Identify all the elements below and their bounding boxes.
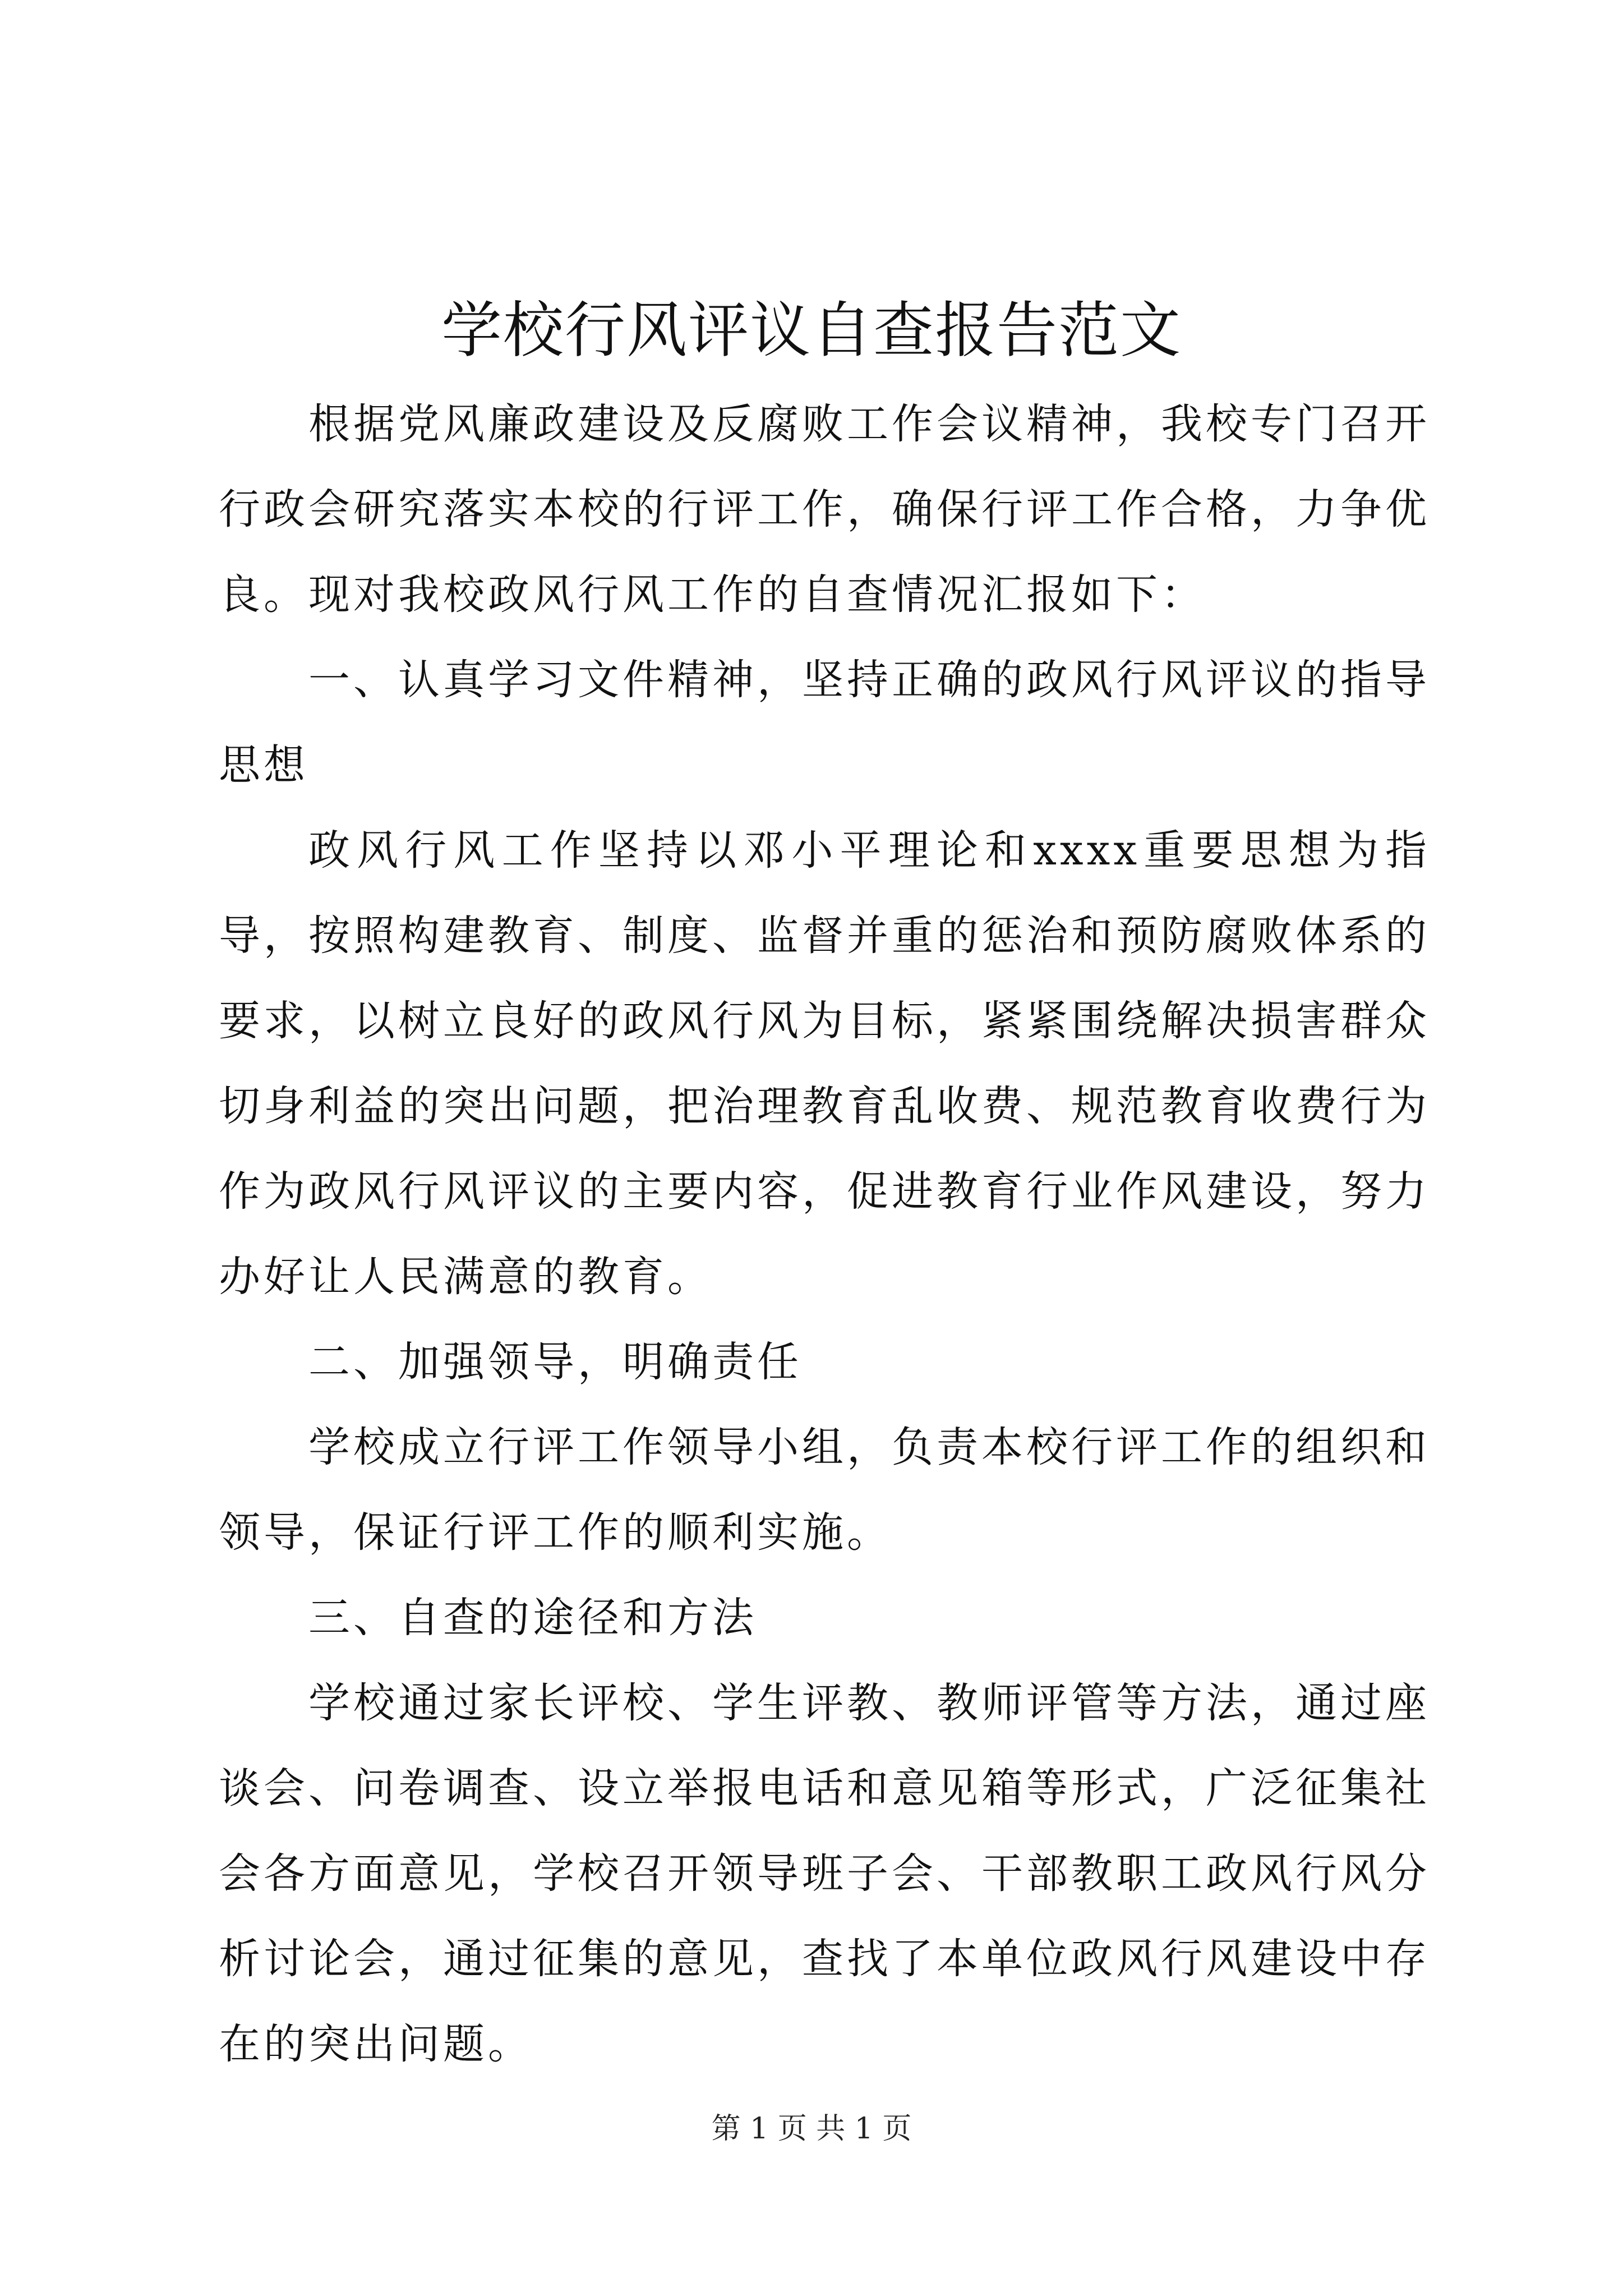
section-heading-1: 一、认真学习文件精神，坚持正确的政风行风评议的指导思想 [219, 656, 1430, 789]
document-title: 学校行风评议自查报告范文 [441, 296, 1182, 366]
section-heading-3: 三、自查的途径和方法 [308, 1594, 757, 1642]
paragraph-leadership: 学校成立行评工作领导小组，负责本校行评工作的组织和领导，保证行评工作的顺利实施。 [219, 1423, 1430, 1557]
paragraph-methods: 学校通过家长评校、学生评教、教师评管等方法，通过座谈会、问卷调查、设立举报电话和意见箱等形式，广泛征集社会各方面意见，学校召开领导班子会、干部教职工政风行风分析讨论会，通过征集的意见，查找了本单位政风行风建设中存在的突出问题。 [219, 1679, 1430, 2068]
paragraph-intro: 根据党风廉政建设及反腐败工作会议精神，我校专门召开行政会研究落实本校的行评工作，确保行评工作合格，力争优良。现对我校政风行风工作的自查情况汇报如下： [219, 400, 1430, 619]
page-footer: 第 1 页 共 1 页 [711, 2112, 912, 2146]
paragraph-guiding-ideology: 政风行风工作坚持以邓小平理论和xxxx重要思想为指导，按照构建教育、制度、监督并重的惩治和预防腐败体系的要求，以树立良好的政风行风为目标，紧紧围绕解决损害群众切身利益的突出问题，把治理教育乱收费、规范教育收费行为作为政风行风评议的主要内容，促进教育行业作风建设，努力办好让人民满意的教育。 [219, 826, 1430, 1301]
section-heading-2: 二、加强领导，明确责任 [308, 1338, 802, 1386]
document-body [219, 381, 1430, 2087]
